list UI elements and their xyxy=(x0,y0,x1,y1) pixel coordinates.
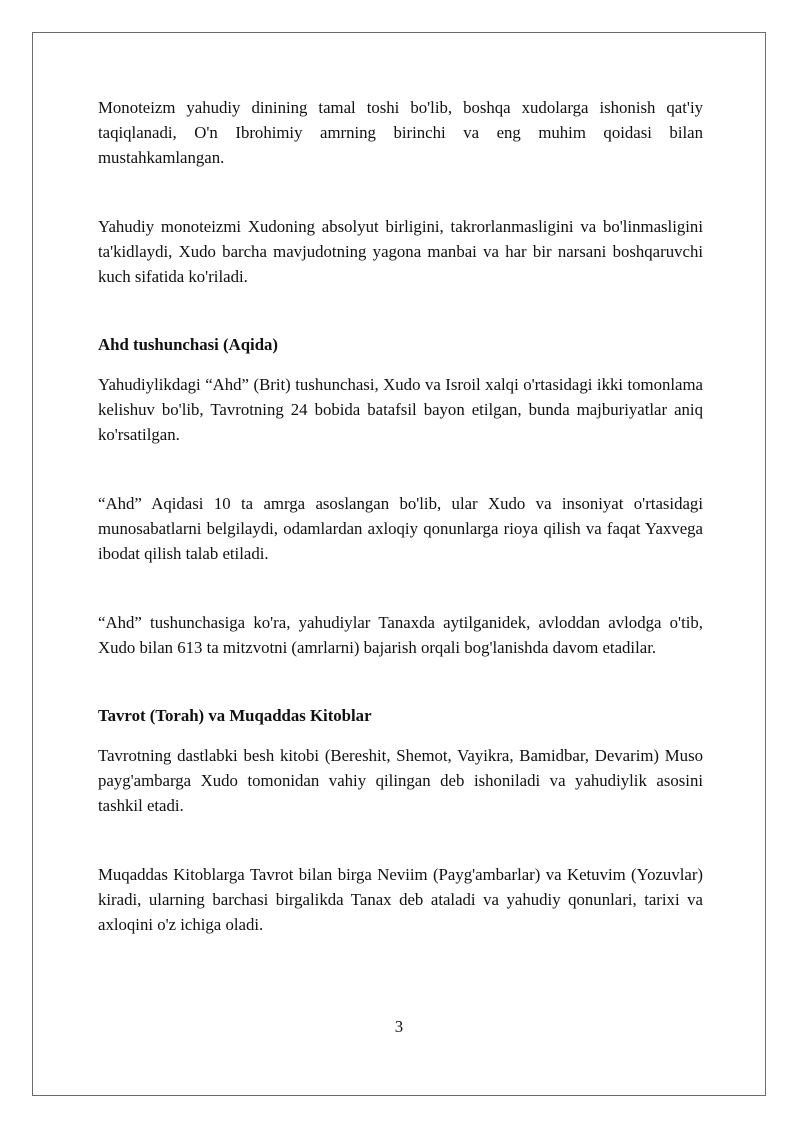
document-page xyxy=(32,32,766,1096)
paragraph-monotheism-intro: Monoteizm yahudiy dinining tamal toshi bo'lib, boshqa xudolarga ishonish qat'iy taqiqlanadi, O'n Ibrohimiy amrning birinchi va eng muhim qoidasi bilan mustahkamlangan. xyxy=(98,98,703,167)
paragraph-ahd-mitzvot: “Ahd” tushunchasiga ko'ra, yahudiylar Tanaxda aytilganidek, avloddan avlodga o'tib, Xudo bilan 613 ta mitzvotni (amrlarni) bajarish orqali bog'lanishda davom etadilar. xyxy=(98,613,703,657)
paragraph-tavrot-five-books: Tavrotning dastlabki besh kitobi (Bereshit, Shemot, Vayikra, Bamidbar, Devarim) Muso payg'ambarga Xudo tomonidan vahiy qilingan deb ishoniladi va yahudiylik asosini tashkil etadi. xyxy=(98,746,703,815)
page-number: 3 xyxy=(394,1017,404,1036)
paragraph-tavrot-tanakh: Muqaddas Kitoblarga Tavrot bilan birga Neviim (Payg'ambarlar) va Ketuvim (Yozuvlar) kiradi, ularning barchasi birgalikda Tanax deb ataladi va yahudiy qonunlari, tarixi va axloqini o'z ichiga oladi. xyxy=(98,865,703,934)
paragraph-ahd-ten-commandments: “Ahd” Aqidasi 10 ta amrga asoslangan bo'lib, ular Xudo va insoniyat o'rtasidagi munosabatlarni belgilaydi, odamlardan axloqiy qonunlarga rioya qilish va faqat Yaxvega ibodat qilish talab etiladi. xyxy=(98,494,703,563)
page-content xyxy=(98,95,703,937)
paragraph-ahd-brit: Yahudiylikdagi “Ahd” (Brit) tushunchasi, Xudo va Isroil xalqi o'rtasidagi ikki tomonlama kelishuv bo'lib, Tavrotning 24 bobida batafsil bayon etilgan, bunda majburiyatlar aniq ko'rsatilgan. xyxy=(98,375,703,444)
heading-ahd: Ahd tushunchasi (Aqida) xyxy=(98,335,279,354)
heading-tavrot: Tavrot (Torah) va Muqaddas Kitoblar xyxy=(98,706,372,725)
paragraph-monotheism-unity: Yahudiy monoteizmi Xudoning absolyut birligini, takrorlanmasligini va bo'linmasligini ta'kidlaydi, Xudo barcha mavjudotning yagona manbai va har bir narsani boshqaruvchi kuch sifatida ko'riladi. xyxy=(98,217,703,286)
